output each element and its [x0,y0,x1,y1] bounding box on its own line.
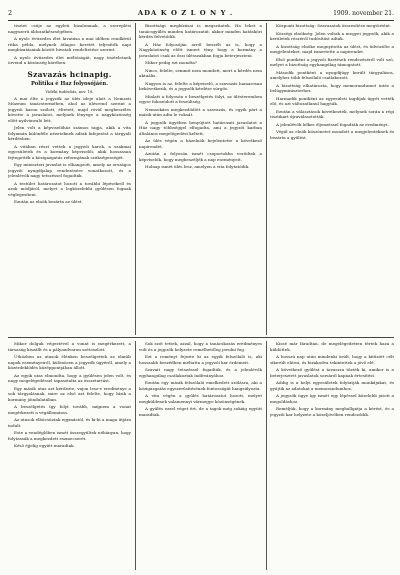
paragraph: A jegyzők ügye így ismét egy lépéssel közelebb jutott a megoldáshoz. [270,393,394,404]
newspaper-title: ADA K O Z L O N Y . [137,9,234,17]
article-dateline: Vidéki tudósítás, nov. 18. [45,88,94,94]
column-divider [135,23,136,335]
paragraph: Késő éjjelig együtt maradtak. [14,443,75,448]
paragraph: A bizottság elhatározta, hogy memorandumot intéz a belügyminiszterhez. [270,82,394,93]
paragraph: Második pontként a nyugdíjügy került tárgyalásra, amelyhez több felszólaló csatlakozott. [270,69,394,80]
lower-column-2 [139,341,262,570]
paragraph: Szavait nagy tetszéssel fogadták, és a jelenlévők egyhangúlag csatlakoztak indítványához. [139,367,262,378]
paragraph: A nyolc évtizedes élet hivatása a mai időben rendkívül ritka példa, melynek átlagos keretét teljesítők napi megbízatásaink között hivatali rendeltetése szerint. [8,36,131,52]
paragraph: Harmadik pontként az egyesületi tagdíjak ügyét vették elő, és azt változatlanul hagyták. [270,95,394,106]
section-heading: Szavazás hcinapig. [27,69,112,79]
paragraph: A mai élte a jegyzők az ülés ideje alatt a Nemzeti Múzeum tanácstermében, ahol az ülésrend szerint a jegyzői karon szólott, éltetett, majd rövid megbeszélés követte a javaslatot, melynek lényege a nagyközönség előtt nyilvánvaló lett. [8,95,131,123]
paragraph: A nyolc évtizedes élet méltóságát, nagy tiszteletnek örvend a közönség körében. [8,54,131,65]
paragraph: A jegyzők ügyében benyújtott határozati javaslatot a Ház nagy többséggel elfogadta, ami a jegyzői karban általános megelégedést keltett. [139,119,262,136]
paragraph: Egy másik utas azt kérdezte, vajon lesz-e eredménye a sok tárgyalásnak, mire az első azt felelte, hogy bízik a kormány jóindulatában. [8,385,131,402]
paragraph: A következő gyűlést a tavaszra tűzték ki, amikor is a beterjesztett javaslatok sorsáról kapnak értesítést. [270,367,394,378]
paragraph: A testület határozatot hozott a további lépésekről és azok módjáról, melyet a legközelebbi gyűlésen fognak véglegesíteni. [8,180,131,197]
page-number: 2 [8,9,13,17]
paragraph: Községi elnökség: Jelen voltak a megyei jegyzők, akik a kerületek részéről tudósítást adtak. [270,30,394,41]
paragraph: Egy miniszteri javaslat is elhangzott, amely az országos jegyzői nyugdíjalap rendezésére vonatkozott, és a jelenlévők nagy tetszéssel fogadták. [8,162,131,178]
paragraph: Holnap ismét ülés lesz, amelyen a vita folytatódik. [145,164,250,169]
paragraph: Azután a folyosón ismét csoportokba verődtek a képviselők, hogy megbeszéljék a nap eseményeit. [139,151,262,162]
lower-column-1 [8,341,131,570]
paragraph: Mikor dolguk végeztével a vonat is megérkezett, a társaság kiszállt és a pályaudvaron szétoszlott. [8,341,131,352]
paragraph: A gyűlés ezzel véget ért, de a tagok még sokáig együtt maradtak. [139,406,262,417]
column-divider [266,341,267,570]
column-divider [135,341,136,570]
paragraph: Ezt a reményt fejezte ki az egyik felszólaló is, aki hosszabb beszédben méltatta a jegyzői kar érdemeit. [139,354,262,365]
page-header [8,7,394,19]
paragraph: Sok szót tettek, azzal, hogy a tanácskozás eredményes volt és a jegyzők helyzete remélhetőleg javulni fog. [139,341,262,352]
paragraph: Ezután egy másik felszólaló emelkedett szólásra, aki a közigazgatás egyszerűsítésének fontosságát hangsúlyozta. [139,380,262,391]
paragraph: Addig is a helyi egyesületek folytatják munkájukat, és gyűjtik az adatokat a memorandumhoz. [270,380,394,391]
paragraph: Végül az elnök köszönetet mondott a megjelenteknek és bezárta a gyűlést. [270,129,394,140]
paragraph: A vita végén a gyűlés határozatot hozott, melyet megküldenek valamennyi vármegye közönségének. [139,393,262,404]
paragraph: Központi bizottság: Szavazatok összesítése megtörtént. [276,23,392,28]
column-3 [270,23,394,335]
paragraph: A Ház folyosóján arról beszélt az is, hogy a Nagyközönség előtt ismert tény, hogy a kormány a javaslatot csak az őszi ülésszakban fogja beterjeszteni. [139,41,262,58]
issue-date: 1909. november 21. [333,9,394,17]
paragraph: Bizottsági megbízásai is megszűntek. Ha lehet a tanácsgyűlés minden határozatát, akkor minden hatásköri kérdés felvetődik. [139,23,262,39]
paragraph: Kissé már fáradtan, de megelégedetten tértek haza a küldöttek. [270,341,394,352]
column-divider [266,23,267,335]
lower-column-3 [270,341,394,570]
paragraph: Az egyik utas elmondta, hogy a gyűlésen jelen volt, és nagy megelégedéssel tapasztalta az összetartást. [8,372,131,383]
header-rule [8,20,394,21]
paragraph: A jelenlévők lelkes éljenzéssel fogadták az eredményt. [276,121,389,127]
newspaper-page [8,7,394,570]
section-rule [8,337,394,338]
paragraph: Mikor pedig ezt mondta? [145,60,198,65]
paragraph: Mialatt a folyosón e beszélgetés folyt, az ülésteremben egyre fokozódott a feszültség. [139,93,262,104]
paragraph: A beszélgetés így folyt tovább, mígnem a vonat megérkezett a végállomásra. [8,404,131,415]
paragraph: Ezután az elnök bezárta az ülést. [14,199,83,204]
paragraph: tisztet csüje az egyleti bizalomnak, a szereplési nagyszerű áldozatkészségében. [8,23,131,34]
paragraph: A hosszú nap után mindenki örült, hogy a kitűzött célt sikerült elérni, és bizakodva tekintettek a jövő elé. [270,354,394,365]
paragraph: Nagyon is az, felelte a képviselő, a szavazás hamarosan bekövetkezik, és a jegyzők kérdése sürgős. [139,80,262,91]
paragraph: Nemsokára megkezdődött a szavazás, és egyik párt a másik után adta le voksát. [139,106,262,117]
paragraph: Első pontként a jegyzői fizetések rendezéséről volt szó, melyet a bizottság egyhangúlag támogatott. [270,56,394,67]
column-1 [8,23,131,335]
column-2 [139,23,262,335]
paragraph: Jelen volt a képviselőház számos tagja, akik a vita folyamán különféle nézeteknek adtak kifejezést a tárgyalt kérdésben. [8,125,131,141]
paragraph: Este a vendéglőben ismét összegyűltek néhányan, hogy folytassák a megkezdett eszmecserét. [8,430,131,441]
paragraph: Útközben az utasok élénken beszélgettek az elmúlt napok eseményeiről, különösen a jegyzők ügyéről, amely a közérdeklődés középpontjában állott. [8,354,131,370]
paragraph: A vitában részt vettek a jegyzői karok, a szakmai egyesületek és a kormány képviselői, akik hosszasan fejtegették a közigazgatás reformjának szükségességét. [8,143,131,160]
paragraph: A bizottság elnöke megnyitotta az ülést, és üdvözölte a megjelenteket, majd ismertette a napirendet. [270,43,394,54]
paragraph: Reméljük, hogy a kormány meghallgatja a kérést, és a jegyzői kar helyzete a közeljövőben rendeződik. [270,406,394,417]
paragraph: Az ülés végén a házelnök bejelentette a következő napirendet. [139,138,262,149]
paragraph: Ezután a választások következtek, melynek során a régi tisztikart újraválasztották. [270,108,394,119]
paragraph: Az utasok elbúcsúztak egymástól, és ki-ki a maga útjára indult. [8,417,131,428]
article-title: Politika é Haz folyosójáén. [30,80,109,87]
paragraph: Nincs, felelte, semmit nem mondott, mert a kérdés nem aktuális. [139,67,262,78]
